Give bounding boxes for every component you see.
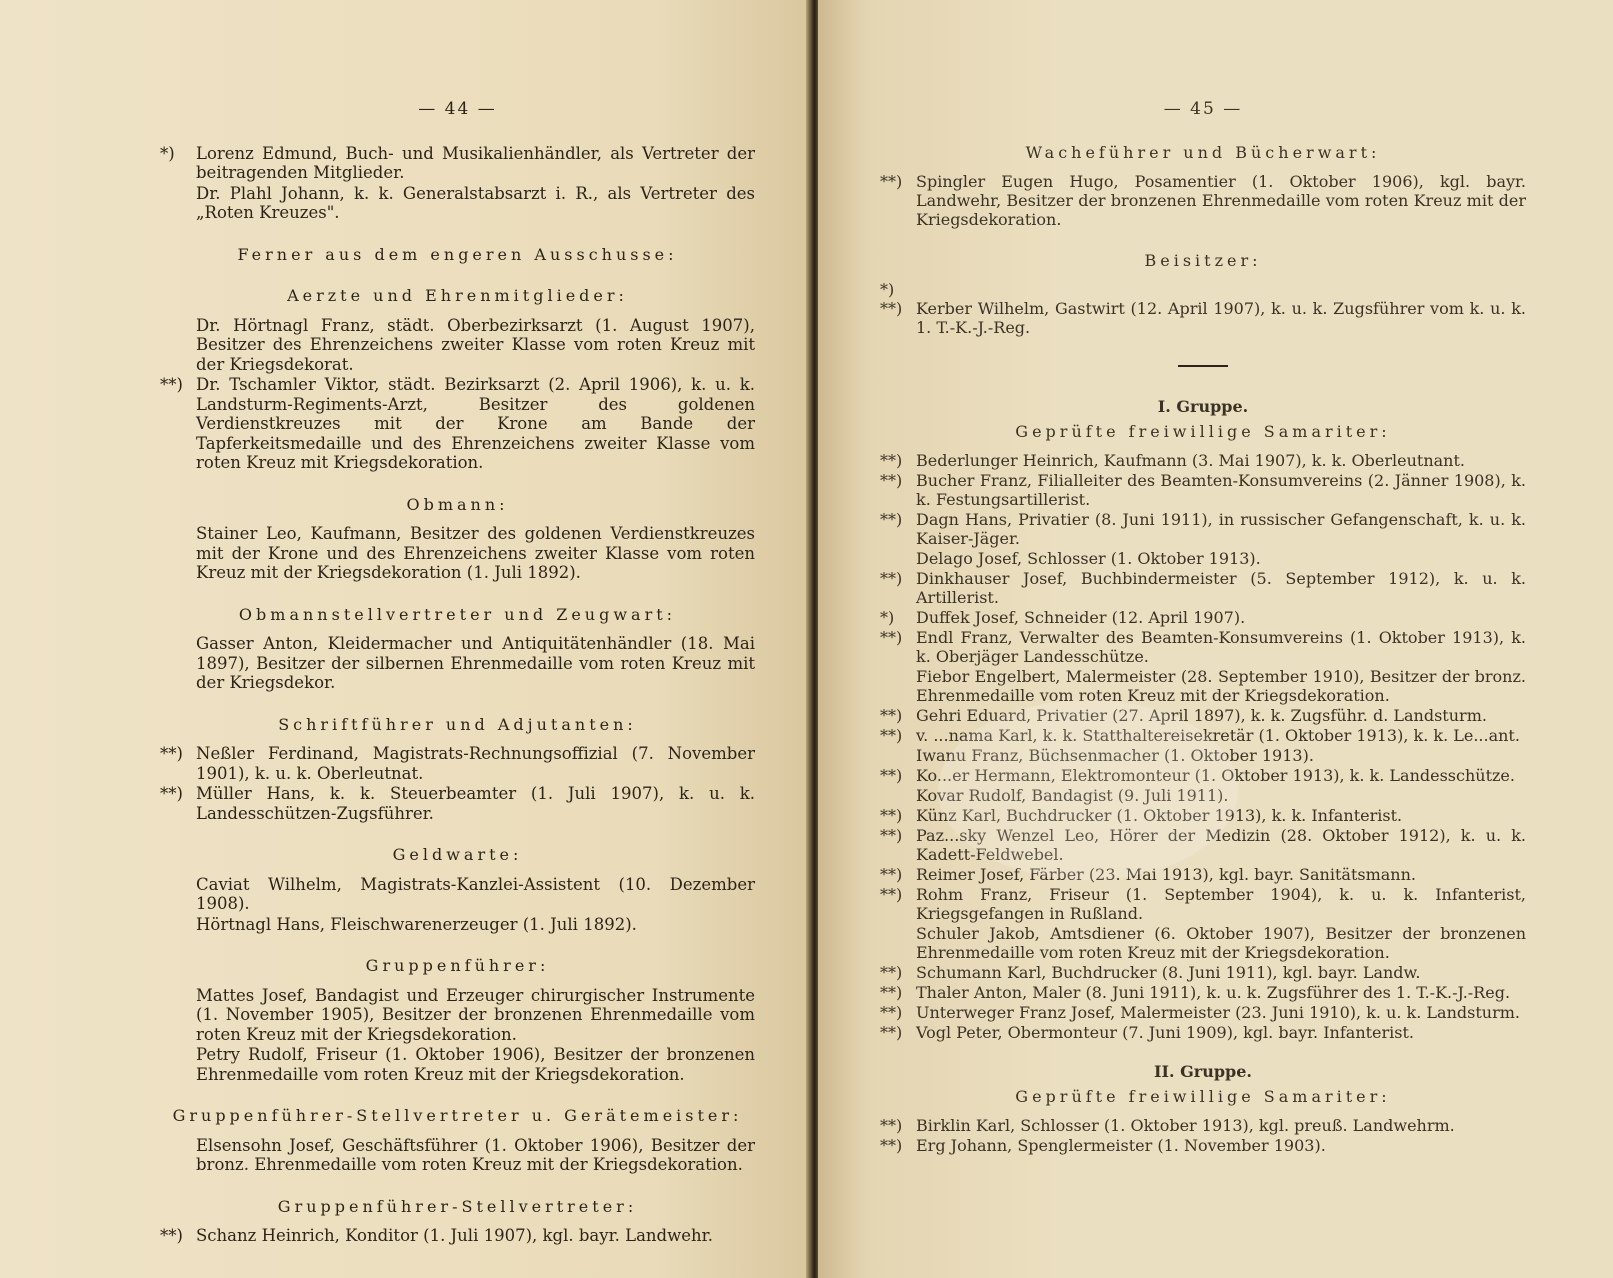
- page-number: — 45 —: [1163, 99, 1243, 119]
- list-entry: [160, 316, 755, 375]
- list-entry: [880, 280, 1526, 337]
- list-entry: [880, 471, 1526, 509]
- entry-text: Schuler Jakob, Amtsdiener (6. Oktober 1907), Besitzer der bronzenen Ehrenmedaille vom roten Kreuz mit der Kriegsdekoration.: [916, 924, 1526, 962]
- footnote-mark: *): [880, 608, 895, 627]
- section-entries: [880, 172, 1526, 229]
- list-entry: [880, 510, 1526, 548]
- section-entries: [160, 744, 755, 823]
- sections: [160, 245, 755, 1246]
- section-entries: [160, 634, 755, 693]
- list-entry: [160, 375, 755, 473]
- list-entry: [880, 1003, 1526, 1022]
- footnote-mark: **): [880, 885, 903, 904]
- footnote-mark: **): [880, 1023, 903, 1042]
- entry-text: Künz Karl, Buchdrucker (1. Oktober 1913), k. k. Infanterist.: [916, 806, 1403, 825]
- list-entry: [160, 144, 755, 183]
- footnote-mark: *): [160, 143, 175, 163]
- section-heading: Gruppenführer-Stellvertreter u. Gerätemeister:: [172, 1106, 743, 1125]
- section-heading: Geldwarte:: [392, 845, 523, 864]
- entry-text: Dr. Tschamler Viktor, städt. Bezirksarzt (2. April 1906), k. u. k. Landsturm-Regiments-Arzt, Besitzer des goldenen Verdienstkreuzes mit der Krone am Bande der Tapferkeitsmedaille und des Ehrenzeichens zweiter Klasse vom roten Kreuz mit Kriegsdekoration.: [196, 375, 755, 472]
- list-entry: [880, 1116, 1526, 1135]
- intro-entries: [160, 144, 755, 223]
- footnote-mark: **): [880, 826, 903, 845]
- footnote-mark: **): [880, 766, 903, 785]
- entry-text: Spingler Eugen Hugo, Posamentier (1. Oktober 1906), kgl. bayr. Landwehr, Besitzer der bronzenen Ehrenmedaille vom roten Kreuz mit der Kriegsdekoration.: [916, 172, 1526, 229]
- list-entry: [160, 1136, 755, 1175]
- list-entry: [160, 634, 755, 693]
- entry-text: Fiebor Engelbert, Malermeister (28. September 1910), Besitzer der bronz. Ehrenmedaille vom roten Kreuz mit der Kriegsdekoration.: [916, 667, 1526, 705]
- list-entry: [880, 885, 1526, 923]
- footnote-mark: **): [880, 983, 903, 1002]
- entry-text: Petry Rudolf, Friseur (1. Oktober 1906), Besitzer der bronzenen Ehrenmedaille vom roten Kreuz mit der Kriegsdekoration.: [196, 1045, 755, 1084]
- list-entry: [160, 524, 755, 583]
- footnote-mark: **): [160, 375, 183, 394]
- footnote-mark: **): [880, 963, 903, 982]
- entry-text: Dinkhauser Josef, Buchbindermeister (5. September 1912), k. u. k. Artillerist.: [916, 569, 1526, 607]
- list-entry: [880, 569, 1526, 607]
- entry-text: Schumann Karl, Buchdrucker (8. Juni 1911), kgl. bayr. Landw.: [916, 963, 1421, 982]
- entry-text: Gasser Anton, Kleidermacher und Antiquitätenhändler (18. Mai 1897), Besitzer der silbernen Ehrenmedaille vom roten Kreuz mit der Kriegsdekor.: [196, 634, 755, 692]
- footnote-mark: **): [880, 451, 903, 470]
- section-entries: [160, 524, 755, 583]
- footnote-mark: **): [880, 569, 903, 588]
- entry-text: Mattes Josef, Bandagist und Erzeuger chirurgischer Instrumente (1. November 1905), Besitzer der bronzenen Ehrenmedaille vom roten Kreuz mit der Kriegsdekoration.: [196, 985, 755, 1044]
- entry-text: Dagn Hans, Privatier (8. Juni 1911), in russischer Gefangenschaft, k. u. k. Kaiser-Jäger.: [916, 510, 1526, 548]
- footnote-mark: **): [160, 784, 183, 803]
- entry-text: Dr. Hörtnagl Franz, städt. Oberbezirksarzt (1. August 1907), Besitzer des Ehrenzeichens zweiter Klasse vom roten Kreuz mit der Kriegsdekorat.: [196, 315, 755, 374]
- section-entries: [160, 875, 755, 935]
- footnote-mark: **): [880, 726, 903, 745]
- footnote-mark: **): [880, 1003, 903, 1022]
- entry-text: Iwanu Franz, Büchsenmacher (1. Oktober 1913).: [916, 746, 1314, 765]
- list-entry: [880, 667, 1526, 705]
- section-heading: Wacheführer und Bücherwart:: [1025, 143, 1381, 162]
- list-entry: [880, 983, 1526, 1002]
- list-entry: [880, 924, 1526, 962]
- list-entry: [160, 875, 755, 914]
- entry-text: Schanz Heinrich, Konditor (1. Juli 1907), kgl. bayr. Landwehr.: [196, 1226, 713, 1245]
- entry-text: Lorenz Edmund, Buch- und Musikalienhändler, als Vertreter der beitragenden Mitglieder.: [196, 143, 755, 182]
- list-entry: [880, 608, 1526, 627]
- entry-text: Reimer Josef, Färber (23. Mai 1913), kgl. bayr. Sanitätsmann.: [916, 865, 1416, 884]
- entry-text: Müller Hans, k. k. Steuerbeamter (1. Juli 1907), k. u. k. Landesschützen-Zugsführer.: [196, 784, 755, 823]
- section-heading: Gruppenführer-Stellvertreter:: [277, 1196, 638, 1216]
- entry-text: Unterweger Franz Josef, Malermeister (23. Juni 1910), k. u. k. Landsturm.: [916, 1003, 1520, 1022]
- list-entry: [880, 172, 1526, 229]
- section-entries: [880, 280, 1526, 337]
- list-entry: [160, 784, 755, 823]
- entry-text: Delago Josef, Schlosser (1. Oktober 1913).: [916, 549, 1261, 568]
- footnote-mark: **): [880, 510, 903, 529]
- entry-text: Kerber Wilhelm, Gastwirt (12. April 1907), k. u. k. Zugsführer vom k. u. k. 1. T.-K.-J.-Reg.: [916, 299, 1526, 337]
- group-title: I. Gruppe.: [1157, 397, 1249, 416]
- list-entry: [880, 1136, 1526, 1155]
- entry-text: Hörtnagl Hans, Fleischwarenerzeuger (1. Juli 1892).: [196, 914, 637, 934]
- entry-text: Birklin Karl, Schlosser (1. Oktober 1913), kgl. preuß. Landwehrm.: [916, 1116, 1455, 1135]
- entry-text: Stainer Leo, Kaufmann, Besitzer des goldenen Verdienstkreuzes mit der Krone und des Ehrenzeichens zweiter Klasse vom roten Kreuz mit der Kriegsdekoration (1. Juli 1892).: [196, 524, 755, 582]
- list-entry: [880, 706, 1526, 725]
- list-entry: [880, 451, 1526, 470]
- section-heading: Gruppenführer:: [365, 956, 550, 975]
- section-divider: [1178, 365, 1228, 367]
- paper-stain: [938, 700, 1238, 880]
- footnote-mark: **): [880, 865, 903, 884]
- footnote-mark: **): [160, 744, 183, 763]
- entry-text: Bucher Franz, Filialleiter des Beamten-Konsumvereins (2. Jänner 1908), k. k. Festungsartillerist.: [916, 471, 1526, 509]
- section-heading: Schriftführer und Adjutanten:: [278, 714, 637, 734]
- list-entry: [160, 184, 755, 223]
- entry-text: Rohm Franz, Friseur (1. September 1904), k. u. k. Infanterist, Kriegsgefangen in Rußland.: [916, 885, 1526, 923]
- list-entry: [880, 1023, 1526, 1042]
- footnote-mark: *) **): [880, 280, 903, 318]
- section-heading: Aerzte und Ehrenmitglieder:: [287, 286, 628, 305]
- list-entry: [160, 1226, 755, 1246]
- footnote-mark: **): [880, 1136, 903, 1155]
- entry-text: Endl Franz, Verwalter des Beamten-Konsumvereins (1. Oktober 1913), k. k. Oberjäger Landesschütze.: [916, 628, 1526, 666]
- list-entry: [160, 744, 755, 783]
- section-entries: [160, 316, 755, 473]
- entry-text: Caviat Wilhelm, Magistrats-Kanzlei-Assistent (10. Dezember 1908).: [196, 874, 755, 913]
- footnote-mark: **): [880, 471, 903, 490]
- entry-text: Kovar Rudolf, Bandagist (9. Juli 1911).: [916, 786, 1229, 805]
- group-title: II. Gruppe.: [1154, 1062, 1252, 1081]
- list-entry: [880, 549, 1526, 568]
- section-heading: Obmann:: [406, 494, 509, 514]
- entry-text: Dr. Plahl Johann, k. k. Generalstabsarzt i. R., als Vertreter des „Roten Kreuzes".: [196, 183, 755, 222]
- right-page-content: [880, 100, 1526, 1156]
- entry-text: Ko...er Hermann, Elektromonteur (1. Oktober 1913), k. k. Landesschütze.: [916, 766, 1515, 785]
- entry-text: Elsensohn Josef, Geschäftsführer (1. Oktober 1906), Besitzer der bronz. Ehrenmedaille vom roten Kreuz mit der Kriegsdekoration.: [196, 1135, 755, 1174]
- list-entry: [880, 628, 1526, 666]
- footnote-mark: **): [880, 806, 903, 825]
- section-entries: [160, 1226, 755, 1246]
- list-entry: [160, 986, 755, 1045]
- footnote-mark: **): [880, 706, 903, 725]
- section-heading: Geprüfte freiwillige Samariter:: [1015, 1087, 1391, 1106]
- page-number: — 44 —: [418, 99, 497, 119]
- entry-text: Vogl Peter, Obermonteur (7. Juni 1909), kgl. bayr. Infanterist.: [916, 1023, 1415, 1042]
- entry-text: Gehri Eduard, Privatier (27. April 1897), k. k. Zugsführ. d. Landsturm.: [916, 706, 1487, 725]
- group-entries: [880, 1116, 1526, 1155]
- entry-text: Paz...sky Wenzel Leo, Hörer der Medizin (28. Oktober 1912), k. u. k. Kadett-Feldwebel.: [916, 826, 1526, 864]
- right-page: [818, 0, 1613, 1278]
- section-heading: Geprüfte freiwillige Samariter:: [1015, 422, 1391, 441]
- entry-text: Bederlunger Heinrich, Kaufmann (3. Mai 1907), k. k. Oberleutnant.: [916, 451, 1465, 470]
- entry-text: Neßler Ferdinand, Magistrats-Rechnungsoffizial (7. November 1901), k. u. k. Oberleutnat.: [196, 744, 755, 783]
- list-entry: [880, 963, 1526, 982]
- footnote-mark: **): [880, 1116, 903, 1135]
- entry-text: Thaler Anton, Maler (8. Juni 1911), k. u. k. Zugsführer des 1. T.-K.-J.-Reg.: [916, 983, 1511, 1002]
- section-heading: Beisitzer:: [1144, 251, 1262, 270]
- list-entry: [880, 865, 1526, 884]
- footnote-mark: **): [880, 628, 903, 647]
- left-page-content: [160, 100, 755, 1247]
- list-entry: [160, 915, 755, 935]
- sections: [880, 143, 1526, 337]
- section-heading: Ferner aus dem engeren Ausschusse:: [237, 244, 678, 264]
- entry-text: Duffek Josef, Schneider (12. April 1907).: [916, 608, 1246, 627]
- footnote-mark: **): [880, 172, 903, 191]
- section-entries: [160, 1136, 755, 1175]
- list-entry: [160, 1045, 755, 1084]
- entry-text: Erg Johann, Spenglermeister (1. November 1903).: [916, 1136, 1326, 1155]
- section-heading: Obmannstellvertreter und Zeugwart:: [238, 604, 677, 624]
- entry-text: v. ...nama Karl, k. k. Statthaltereisekretär (1. Oktober 1913), k. k. Le...ant.: [916, 726, 1520, 745]
- footnote-mark: **): [160, 1226, 183, 1245]
- section-entries: [160, 986, 755, 1085]
